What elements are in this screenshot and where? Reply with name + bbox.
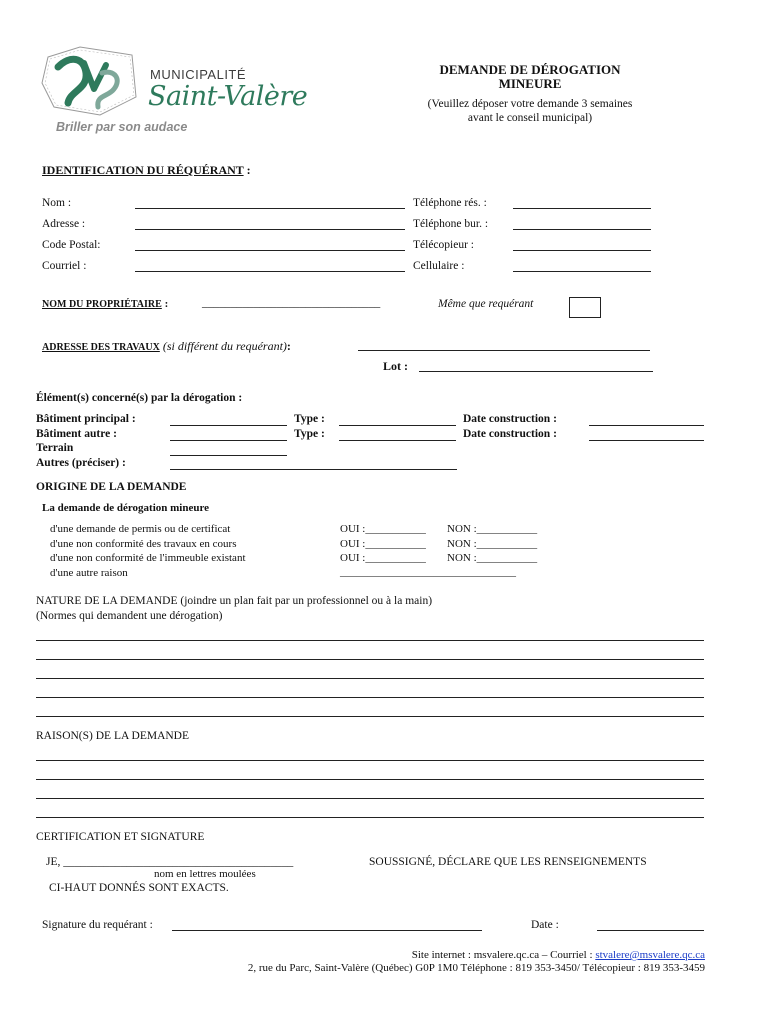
- element-batiment-principal-label: Bâtiment principal :: [36, 413, 136, 425]
- certification-name-hint: nom en lettres moulées: [154, 868, 256, 880]
- identification-heading: [42, 163, 251, 178]
- nature-heading: NATURE DE LA DEMANDE (joindre un plan fait par un professionnel ou à la main): [36, 595, 433, 607]
- municipality-logo: [40, 45, 330, 140]
- origin-item-autre: d'une autre raison: [50, 567, 128, 579]
- element-batiment-autre-label: Bâtiment autre :: [36, 428, 117, 440]
- owner-label-colon: :: [164, 298, 169, 310]
- logo-text-saint-valere: Saint-Valère: [148, 81, 308, 112]
- cellulaire-input-line[interactable]: [513, 271, 651, 272]
- field-label-telecopieur: Télécopieur :: [413, 239, 474, 251]
- autres-input-line[interactable]: [170, 469, 457, 470]
- form-title-line2: MINEURE: [498, 76, 562, 91]
- origin-heading: ORIGINE DE LA DEMANDE: [36, 481, 187, 493]
- field-label-adresse: Adresse :: [42, 218, 86, 230]
- oui-field-immeuble[interactable]: OUI :___________: [340, 552, 426, 564]
- footer-email-link[interactable]: stvalere@msvalere.qc.ca: [595, 949, 705, 961]
- nature-line-4[interactable]: [36, 697, 704, 698]
- lot-label: Lot :: [383, 359, 408, 373]
- footer-address: 2, rue du Parc, Saint-Valère (Québec) G0P 1M0 Téléphone : 819 353-3450/ Télécopieur : 819 353-3459: [247, 962, 705, 974]
- telephone-res-input-line[interactable]: [513, 208, 651, 209]
- same-as-requester-checkbox[interactable]: [569, 297, 601, 318]
- non-field-immeuble[interactable]: NON :___________: [447, 552, 538, 564]
- owner-label-text: NOM DU PROPRIÉTAIRE: [42, 299, 162, 310]
- reasons-line-2[interactable]: [36, 779, 704, 780]
- works-address-label-text: ADRESSE DES TRAVAUX: [42, 342, 160, 353]
- certification-heading: CERTIFICATION ET SIGNATURE: [36, 831, 205, 843]
- nature-line-5[interactable]: [36, 716, 704, 717]
- nature-line-3[interactable]: [36, 678, 704, 679]
- field-label-courriel: Courriel :: [42, 260, 87, 272]
- field-label-code-postal: Code Postal:: [42, 239, 101, 251]
- date-principal-input-line[interactable]: [589, 425, 704, 426]
- type-autre-input-line[interactable]: [339, 440, 456, 441]
- logo-emblem-icon: [40, 45, 140, 120]
- origin-item-immeuble: d'une non conformité de l'immeuble existant: [50, 552, 246, 564]
- type-label-principal: Type :: [294, 413, 325, 425]
- works-address-note: (si différent du requérant): [162, 339, 287, 353]
- type-principal-input-line[interactable]: [339, 425, 456, 426]
- field-label-cellulaire: Cellulaire :: [413, 260, 465, 272]
- form-note-line1: (Veuillez déposer votre demande 3 semaines: [427, 98, 633, 110]
- certification-je-field[interactable]: JE, ________________________________________: [46, 856, 294, 868]
- origin-item-permis: d'une demande de permis ou de certificat: [50, 523, 231, 535]
- adresse-input-line[interactable]: [135, 229, 405, 230]
- certification-declare-text: SOUSSIGNÉ, DÉCLARE QUE LES RENSEIGNEMENTS: [369, 856, 647, 868]
- form-title-line1: DEMANDE DE DÉROGATION: [439, 62, 621, 77]
- date-autre-input-line[interactable]: [589, 440, 704, 441]
- oui-field-permis[interactable]: OUI :___________: [340, 523, 426, 535]
- reasons-line-1[interactable]: [36, 760, 704, 761]
- reasons-heading: RAISON(S) DE LA DEMANDE: [36, 730, 190, 742]
- logo-tagline: Briller par son audace: [56, 120, 188, 134]
- date-input-line[interactable]: [597, 930, 704, 931]
- field-label-nom: Nom :: [42, 197, 72, 209]
- element-autres-label: Autres (préciser) :: [36, 457, 126, 469]
- reasons-line-3[interactable]: [36, 798, 704, 799]
- telecopieur-input-line[interactable]: [513, 250, 651, 251]
- date-construction-label-autre: Date construction :: [463, 428, 557, 440]
- field-label-telephone-res: Téléphone rés. :: [413, 197, 487, 209]
- signature-label: Signature du requérant :: [42, 919, 153, 931]
- footer-site-text: Site internet : msvalere.qc.ca – Courriel :: [411, 949, 593, 961]
- nom-input-line[interactable]: [135, 208, 405, 209]
- origin-subheading: La demande de dérogation mineure: [42, 502, 210, 514]
- works-address-colon: :: [286, 339, 291, 353]
- date-construction-label-principal: Date construction :: [463, 413, 557, 425]
- lot-input-line[interactable]: [419, 371, 653, 372]
- owner-input[interactable]: _______________________________: [202, 297, 381, 309]
- non-field-travaux[interactable]: NON :___________: [447, 538, 538, 550]
- batiment-principal-input-line[interactable]: [170, 425, 287, 426]
- batiment-autre-input-line[interactable]: [170, 440, 287, 441]
- identification-heading-text: IDENTIFICATION DU RÉQUÉRANT: [42, 163, 244, 177]
- field-label-telephone-bur: Téléphone bur. :: [413, 218, 489, 230]
- nature-line-1[interactable]: [36, 640, 704, 641]
- nature-subheading: (Normes qui demandent une dérogation): [36, 610, 223, 622]
- element-terrain-label: Terrain: [36, 442, 74, 454]
- origin-item-travaux: d'une non conformité des travaux en cours: [50, 538, 237, 550]
- works-address-label: [42, 339, 291, 354]
- works-address-input-line[interactable]: [358, 350, 650, 351]
- non-field-permis[interactable]: NON :___________: [447, 523, 538, 535]
- identification-heading-colon: :: [246, 163, 251, 177]
- form-note-line2: avant le conseil municipal): [467, 112, 593, 124]
- logo-text-municipalite: MUNICIPALITÉ: [150, 67, 247, 82]
- elements-heading: Élément(s) concerné(s) par la dérogation :: [36, 392, 243, 404]
- type-label-autre: Type :: [294, 428, 325, 440]
- owner-label: [42, 298, 168, 310]
- oui-field-travaux[interactable]: OUI :___________: [340, 538, 426, 550]
- nature-line-2[interactable]: [36, 659, 704, 660]
- other-reason-field[interactable]: ________________________________: [340, 566, 516, 578]
- telephone-bur-input-line[interactable]: [513, 229, 651, 230]
- terrain-input-line[interactable]: [170, 455, 287, 456]
- date-label: Date :: [531, 919, 559, 931]
- code-postal-input-line[interactable]: [135, 250, 405, 251]
- courriel-input-line[interactable]: [135, 271, 405, 272]
- certification-line2: CI-HAUT DONNÉS SONT EXACTS.: [49, 882, 229, 894]
- same-as-requester-label: Même que requérant: [438, 298, 534, 310]
- signature-input-line[interactable]: [172, 930, 482, 931]
- reasons-line-4[interactable]: [36, 817, 704, 818]
- footer-contact: [412, 949, 705, 961]
